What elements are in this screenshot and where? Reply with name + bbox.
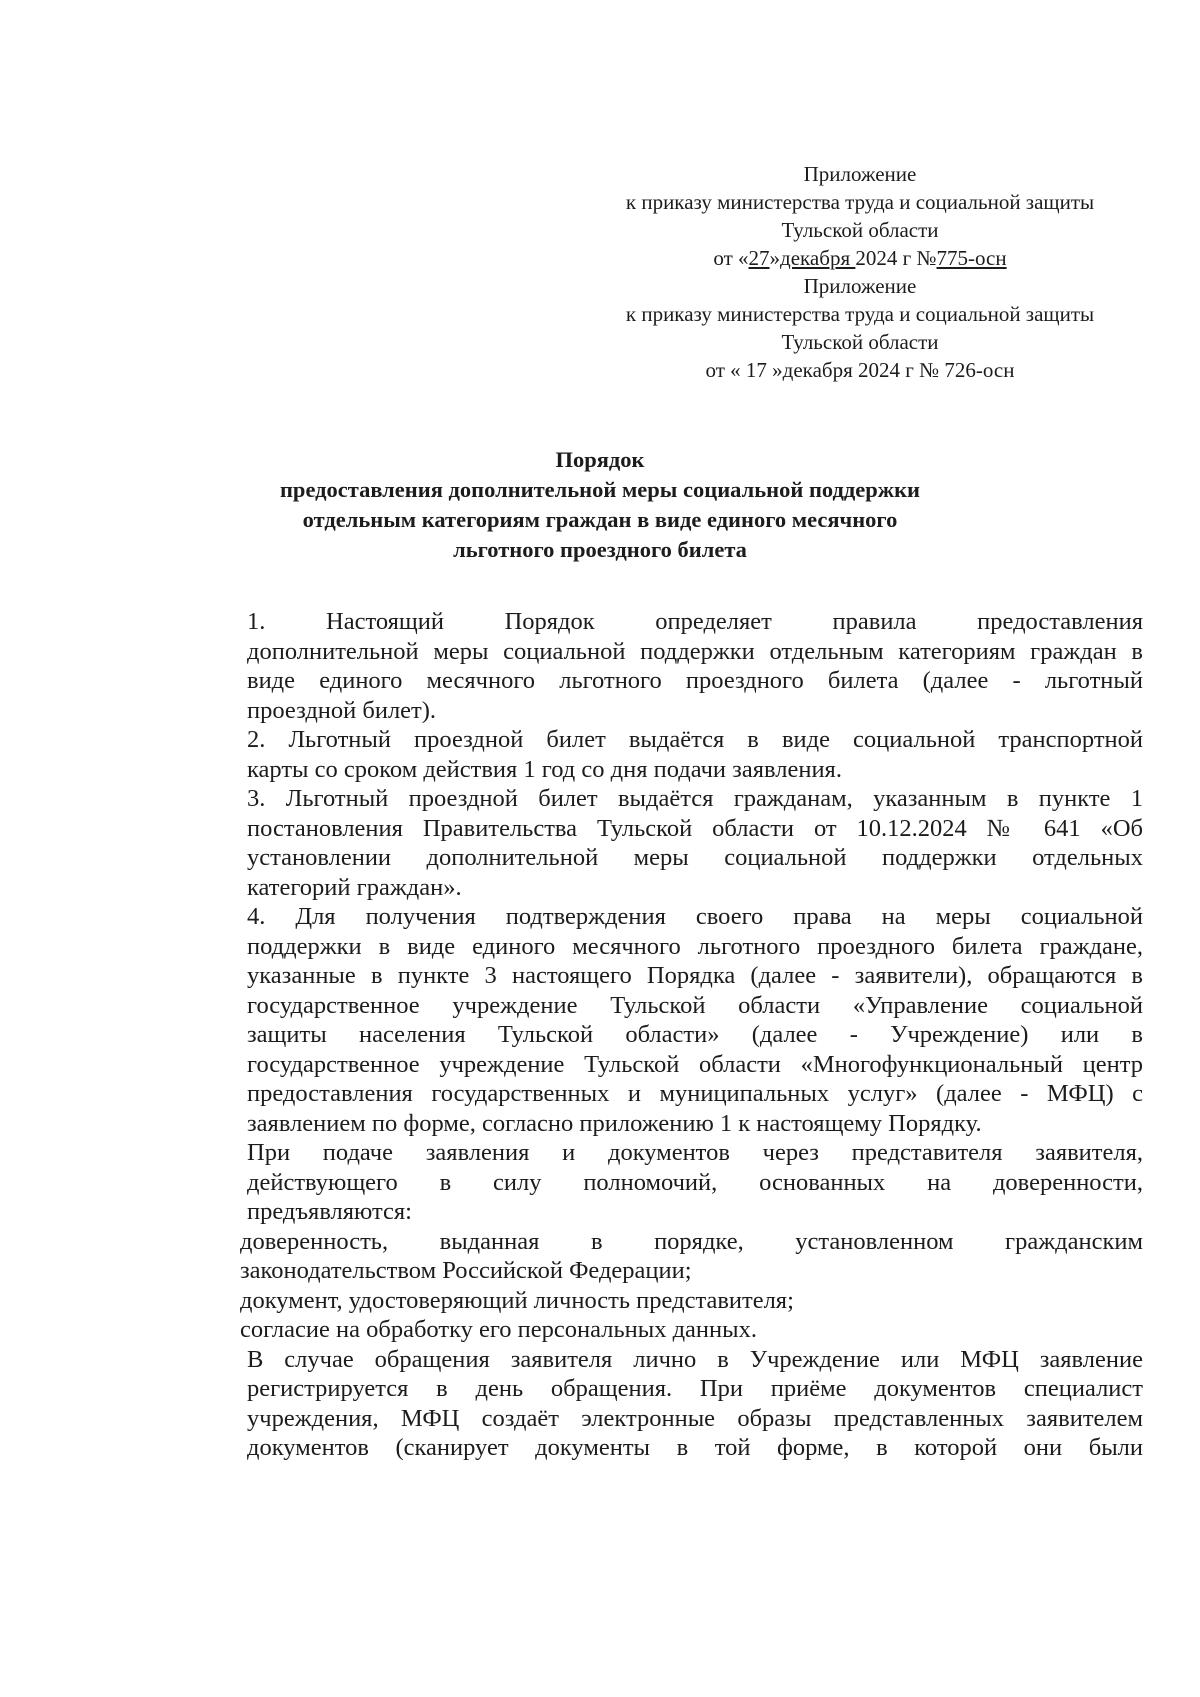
text-line: категорий граждан». [247, 873, 462, 901]
text-line: документ, удостоверяющий личность представителя; [240, 1286, 794, 1314]
text-line: согласие на обработку его персональных данных. [240, 1316, 757, 1343]
text-line: законодательством Российской Федерации; [240, 1257, 692, 1284]
paragraph-1 [170, 607, 1143, 725]
text-line: установлении дополнительной меры социальной поддержки отдельных [247, 844, 1143, 871]
text-line: проездной билет). [247, 696, 437, 724]
appendix-region: Тульской области [781, 218, 939, 242]
order-year: 2024 г № [855, 246, 937, 270]
title-heading: Порядок [555, 447, 645, 472]
date-prefix: от « [713, 246, 749, 270]
text-line: доверенность, выданная в порядке, установленном гражданским [240, 1227, 1143, 1255]
text-line: защиты населения Тульской области» (далее - Учреждение) или в [247, 1021, 1143, 1048]
text-line: заявлением по форме, согласно приложению 1 к настоящему Порядку. [247, 1109, 982, 1137]
appendix-order-ref: к приказу министерства труда и социальной защиты [625, 302, 1095, 326]
order-day: 27 [748, 246, 770, 270]
text-line: 2. Льготный проездной билет выдаётся в виде социальной транспортной [247, 726, 1143, 753]
text-line: карты со сроком действия 1 год со дня подачи заявления. [247, 755, 842, 783]
paragraph-8 [170, 1315, 1143, 1345]
appendix-date-line [560, 244, 1160, 272]
paragraph-5 [170, 1138, 1143, 1227]
text-line: 4. Для получения подтверждения своего права на меры социальной [247, 903, 1143, 930]
text-line: В случае обращения заявителя лично в Учреждение или МФЦ заявление [247, 1345, 1143, 1373]
text-line: государственное учреждение Тульской области «Управление социальной [247, 991, 1143, 1019]
paragraph-2 [170, 725, 1143, 784]
order-month: декабря [780, 246, 856, 270]
paragraph-7 [170, 1286, 1143, 1316]
paragraph-4 [170, 902, 1143, 1138]
title-line: отдельным категориям граждан в виде единого месячного [302, 507, 898, 532]
appendix-header-previous [560, 272, 1160, 384]
title-line: предоставления дополнительной меры социальной поддержки [279, 477, 921, 502]
text-line: 1. Настоящий Порядок определяет правила предоставления [247, 608, 1143, 635]
text-line: предоставления государственных и муниципальных услуг» (далее - МФЦ) с [247, 1080, 1143, 1107]
appendix-label: Приложение [803, 274, 917, 298]
text-line: виде единого месячного льготного проездного билета (далее - льготный [247, 667, 1143, 694]
text-line: действующего в силу полномочий, основанных на доверенности, [247, 1168, 1143, 1196]
text-line: дополнительной меры социальной поддержки отдельным категориям граждан в [247, 637, 1143, 665]
title-line: льготного проездного билета [453, 537, 747, 562]
text-line: регистрируется в день обращения. При приёме документов специалист [247, 1375, 1143, 1402]
appendix-region: Тульской области [781, 330, 939, 354]
appendix-header-current [560, 160, 1160, 272]
appendix-date-line: от « 17 »декабря 2024 г № 726-осн [705, 358, 1015, 382]
text-line: предъявляются: [247, 1198, 412, 1225]
text-line: государственное учреждение Тульской области «Многофункциональный центр [247, 1050, 1143, 1078]
appendix-label: Приложение [803, 162, 917, 186]
text-line: 3. Льготный проездной билет выдаётся гражданам, указанным в пункте 1 [247, 785, 1143, 812]
document-title [160, 445, 1040, 565]
appendix-order-ref: к приказу министерства труда и социальной защиты [625, 190, 1095, 214]
text-line: учреждения, МФЦ создаёт электронные образы представленных заявителем [247, 1404, 1143, 1432]
text-line: При подаче заявления и документов через представителя заявителя, [247, 1139, 1143, 1166]
text-line: указанные в пункте 3 настоящего Порядка (далее - заявители), обращаются в [247, 962, 1143, 989]
paragraph-3 [170, 784, 1143, 902]
text-line: поддержки в виде единого месячного льготного проездного билета граждане, [247, 932, 1143, 960]
document-body [170, 607, 1143, 1463]
paragraph-9 [170, 1345, 1143, 1463]
text-line: документов (сканирует документы в той форме, в которой они были [247, 1434, 1143, 1461]
paragraph-6 [170, 1227, 1143, 1286]
text-line: постановления Правительства Тульской области от 10.12.2024 № 641 «Об [247, 814, 1143, 842]
order-number: 775-осн [936, 246, 1007, 270]
date-close: » [769, 246, 781, 270]
